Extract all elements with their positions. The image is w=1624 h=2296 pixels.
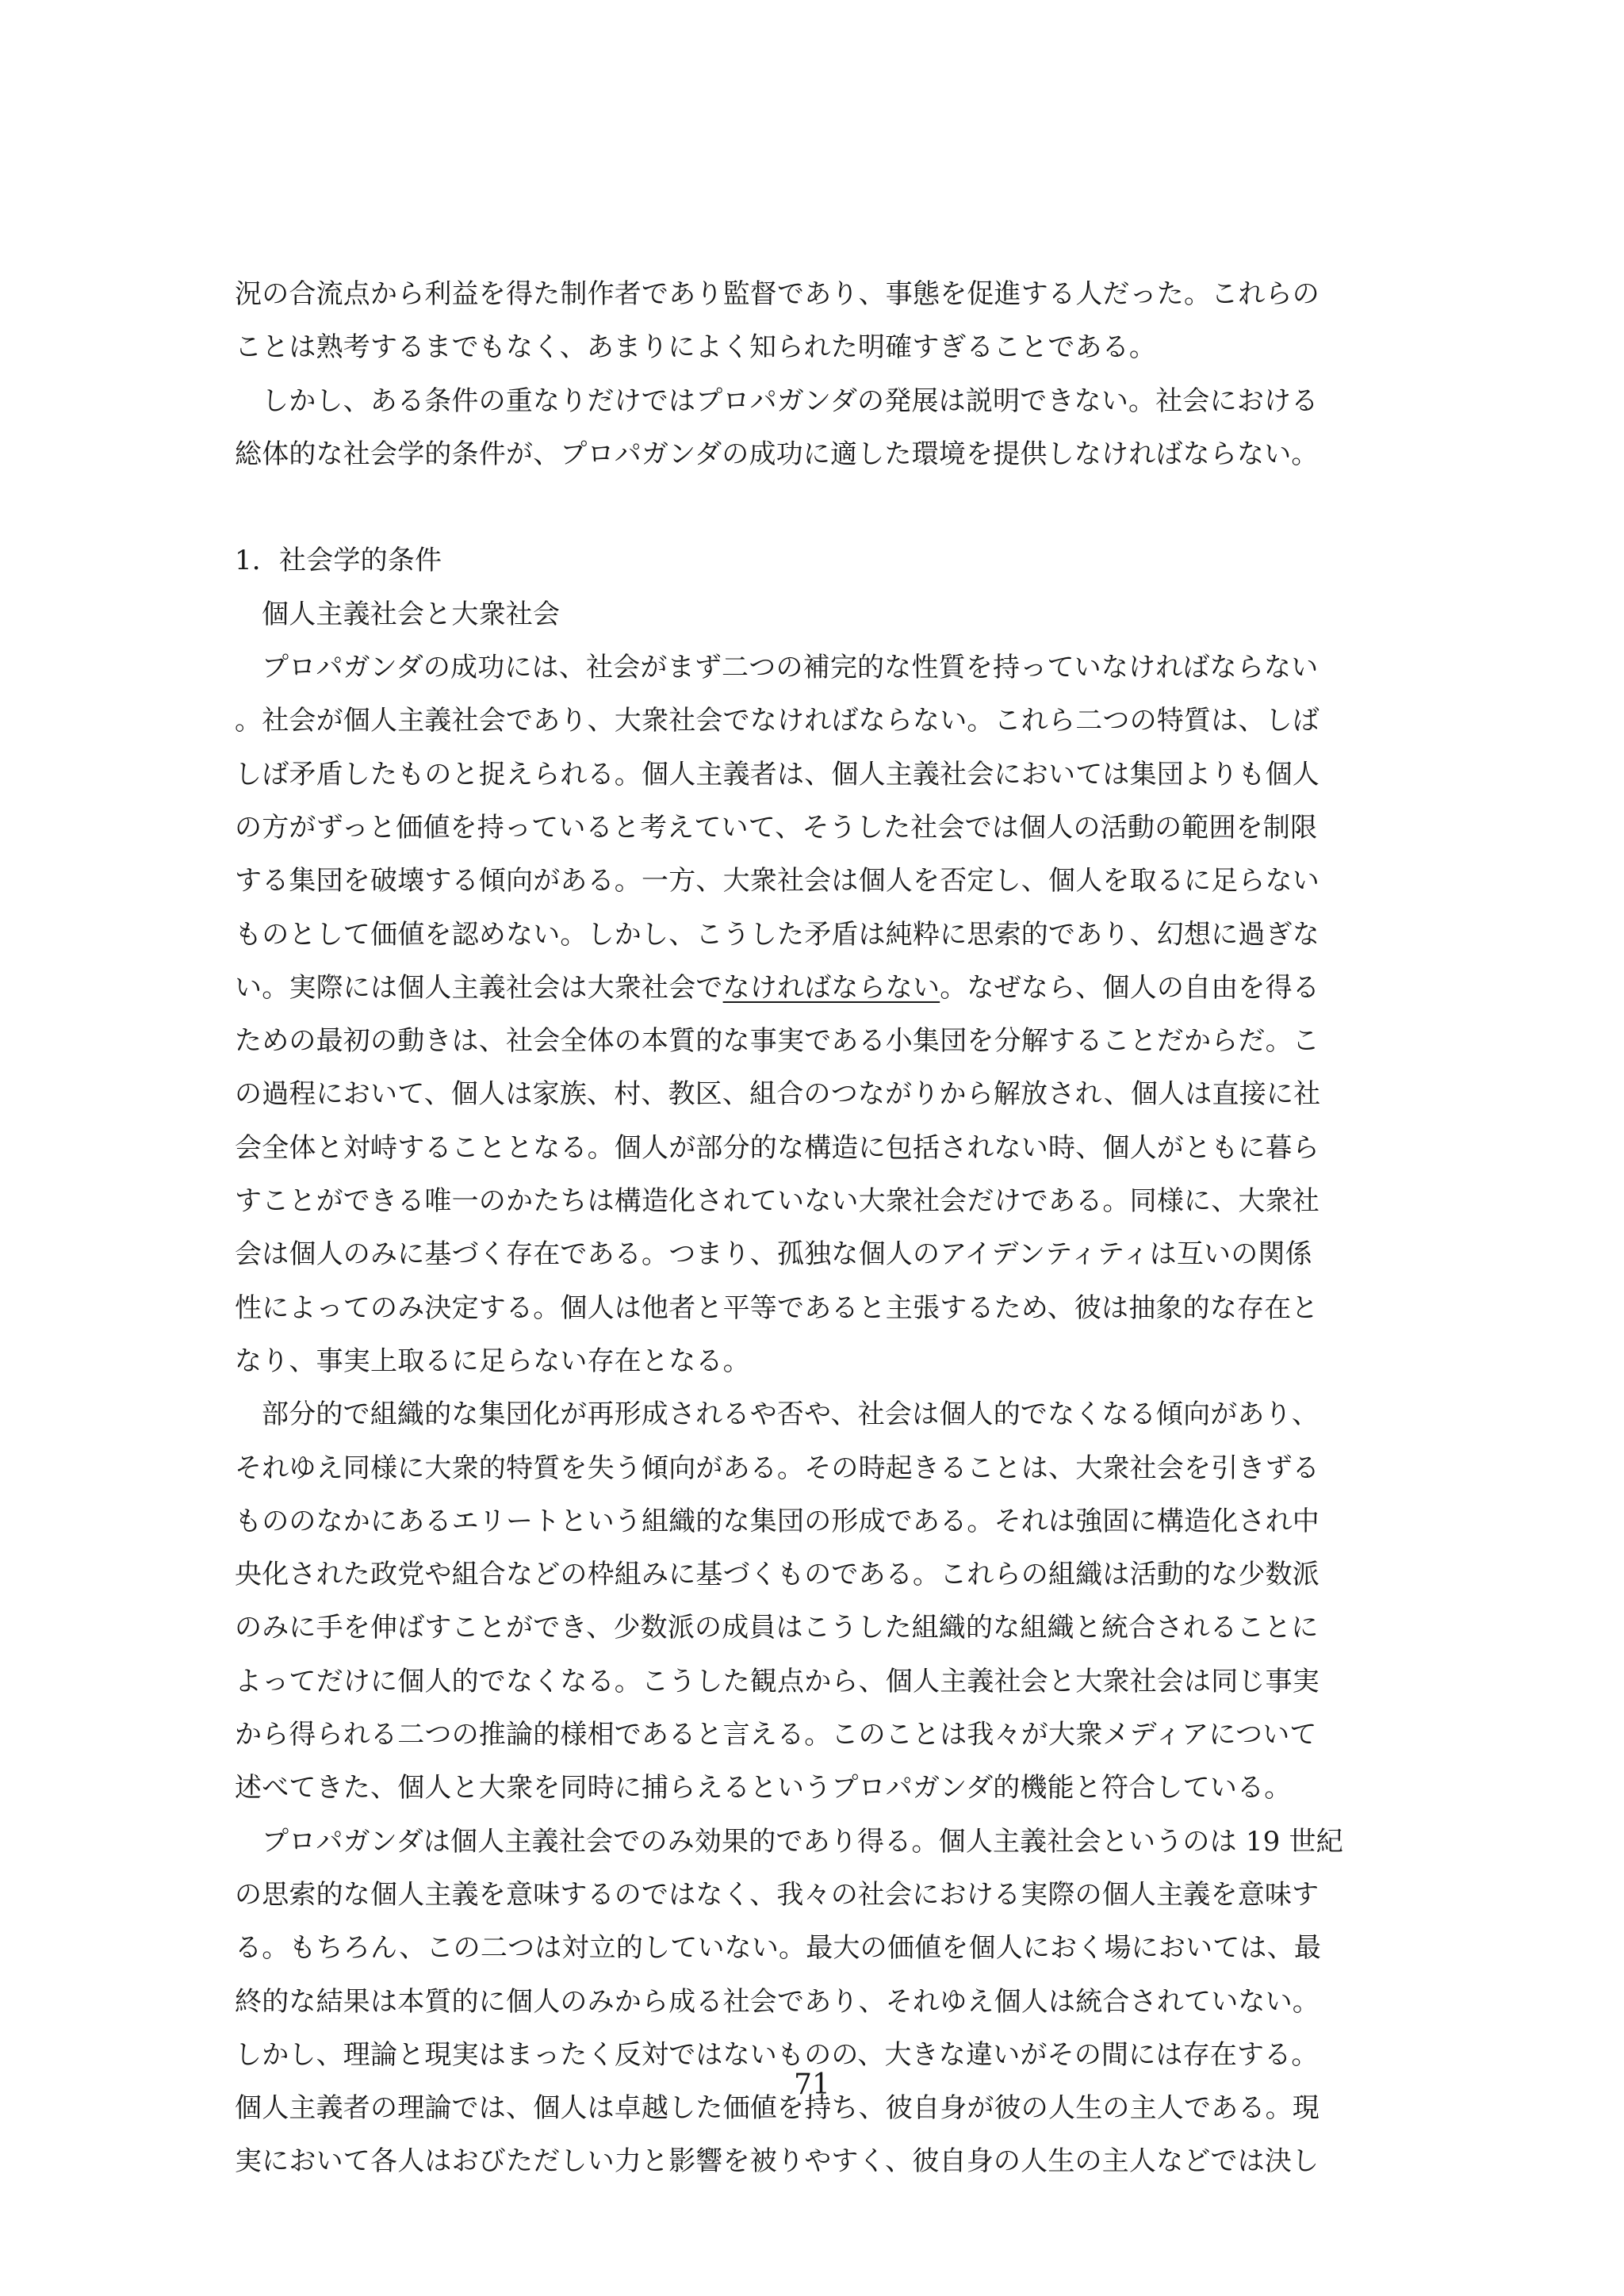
text-line: 実において各人はおびただしい力と影響を被りやすく、彼自身の人生の主人などでは決し (235, 2145, 1320, 2178)
text-line: 総体的な社会学的条件が、プロパガンダの成功に適した環境を提供しなければならない。 (235, 438, 1319, 470)
subsection-heading: 個人主義社会と大衆社会 (262, 598, 561, 630)
paragraph-start: プロパガンダの成功には、社会がまず二つの補完的な性質を持っていなければならない (262, 652, 1319, 684)
paragraph-start: しかし、ある条件の重なりだけではプロパガンダの発展は説明できない。社会における (262, 385, 1319, 417)
paragraph-start: プロパガンダは個人主義社会でのみ効果的であり得る。個人主義社会というのは 19 世紀 (262, 1825, 1343, 1858)
text-segment: い。実際には個人主義社会は大衆社会で (235, 971, 723, 1004)
text-line: 終的な結果は本質的に個人のみから成る社会であり、それゆえ個人は統合されていない。 (235, 1985, 1320, 2018)
text-line: しかし、理論と現実はまったく反対ではないものの、大きな違いがその間には存在する。 (235, 2038, 1319, 2071)
text-line: 会全体と対峙することとなる。個人が部分的な構造に包括されない時、個人がともに暮ら (235, 1131, 1320, 1164)
text-segment: 。なぜなら、個人の自由を得る (940, 971, 1320, 1004)
text-line: 央化された政党や組合などの枠組みに基づくものである。これらの組織は活動的な少数派 (235, 1559, 1320, 1591)
page-number: 71 (794, 2068, 830, 2101)
text-line: よってだけに個人的でなくなる。こうした観点から、個人主義社会と大衆社会は同じ事実 (235, 1665, 1320, 1697)
text-line: 。社会が個人主義社会であり、大衆社会でなければならない。これら二つの特質は、しば (235, 705, 1320, 737)
text-line: のみに手を伸ばすことができ、少数派の成員はこうした組織的な組織と統合されることに (235, 1612, 1319, 1644)
text-line: ものとして価値を認めない。しかし、こうした矛盾は純粋に思索的であり、幻想に過ぎな (235, 918, 1320, 951)
text-line: する集団を破壊する傾向がある。一方、大衆社会は個人を否定し、個人を取るに足らない (235, 865, 1320, 897)
paragraph-start: 部分的で組織的な集団化が再形成されるや否や、社会は個人的でなくなる傾向があり、 (262, 1399, 1320, 1431)
section-heading: 1．社会学的条件 (235, 545, 442, 577)
text-line: ことは熟考するまでもなく、あまりによく知られた明確すぎることである。 (235, 331, 1157, 364)
text-line: 述べてきた、個人と大衆を同時に捕らえるというプロパガンダ的機能と符合している。 (235, 1772, 1292, 1804)
text-line: それゆえ同様に大衆的特質を失う傾向がある。その時起きることは、大衆社会を引きずる (235, 1452, 1320, 1484)
text-line: もののなかにあるエリートという組織的な集団の形成である。それは強固に構造化され中 (235, 1505, 1320, 1537)
text-line: の思索的な個人主義を意味するのではなく、我々の社会における実際の個人主義を意味す (235, 1878, 1320, 1911)
text-line: 況の合流点から利益を得た制作者であり監督であり、事態を促進する人だった。これらの (235, 278, 1320, 310)
text-line: すことができる唯一のかたちは構造化されていない大衆社会だけである。同様に、大衆社 (235, 1185, 1320, 1218)
body-text (235, 268, 1394, 2189)
text-line: 性によってのみ決定する。個人は他者と平等であると主張するため、彼は抽象的な存在と (235, 1292, 1319, 1324)
text-line: から得られる二つの推論的様相であると言える。このことは我々が大衆メディアについて (235, 1719, 1317, 1751)
text-line: の過程において、個人は家族、村、教区、組合のつながりから解放され、個人は直接に社 (235, 1078, 1321, 1111)
text-line: なり、事実上取るに足らない存在となる。 (235, 1345, 750, 1377)
text-line-with-underline (235, 962, 1394, 1015)
underlined-phrase: なければならない (722, 971, 940, 1004)
text-line: ための最初の動きは、社会全体の本質的な事実である小集団を分解することだからだ。こ (235, 1025, 1320, 1058)
text-line: の方がずっと価値を持っていると考えていて、そうした社会では個人の活動の範囲を制限 (235, 811, 1318, 844)
text-line: 個人主義者の理論では、個人は卓越した価値を持ち、彼自身が彼の人生の主人である。現 (235, 2092, 1320, 2125)
text-line: 会は個人のみに基づく存在である。つまり、孤独な個人のアイデンティティは互いの関係 (235, 1238, 1312, 1271)
text-line: る。もちろん、この二つは対立的していない。最大の価値を個人におく場においては、最 (235, 1932, 1322, 1965)
blank-line (235, 481, 1394, 534)
text-line: しば矛盾したものと捉えられる。個人主義者は、個人主義社会においては集団よりも個人 (235, 758, 1320, 790)
